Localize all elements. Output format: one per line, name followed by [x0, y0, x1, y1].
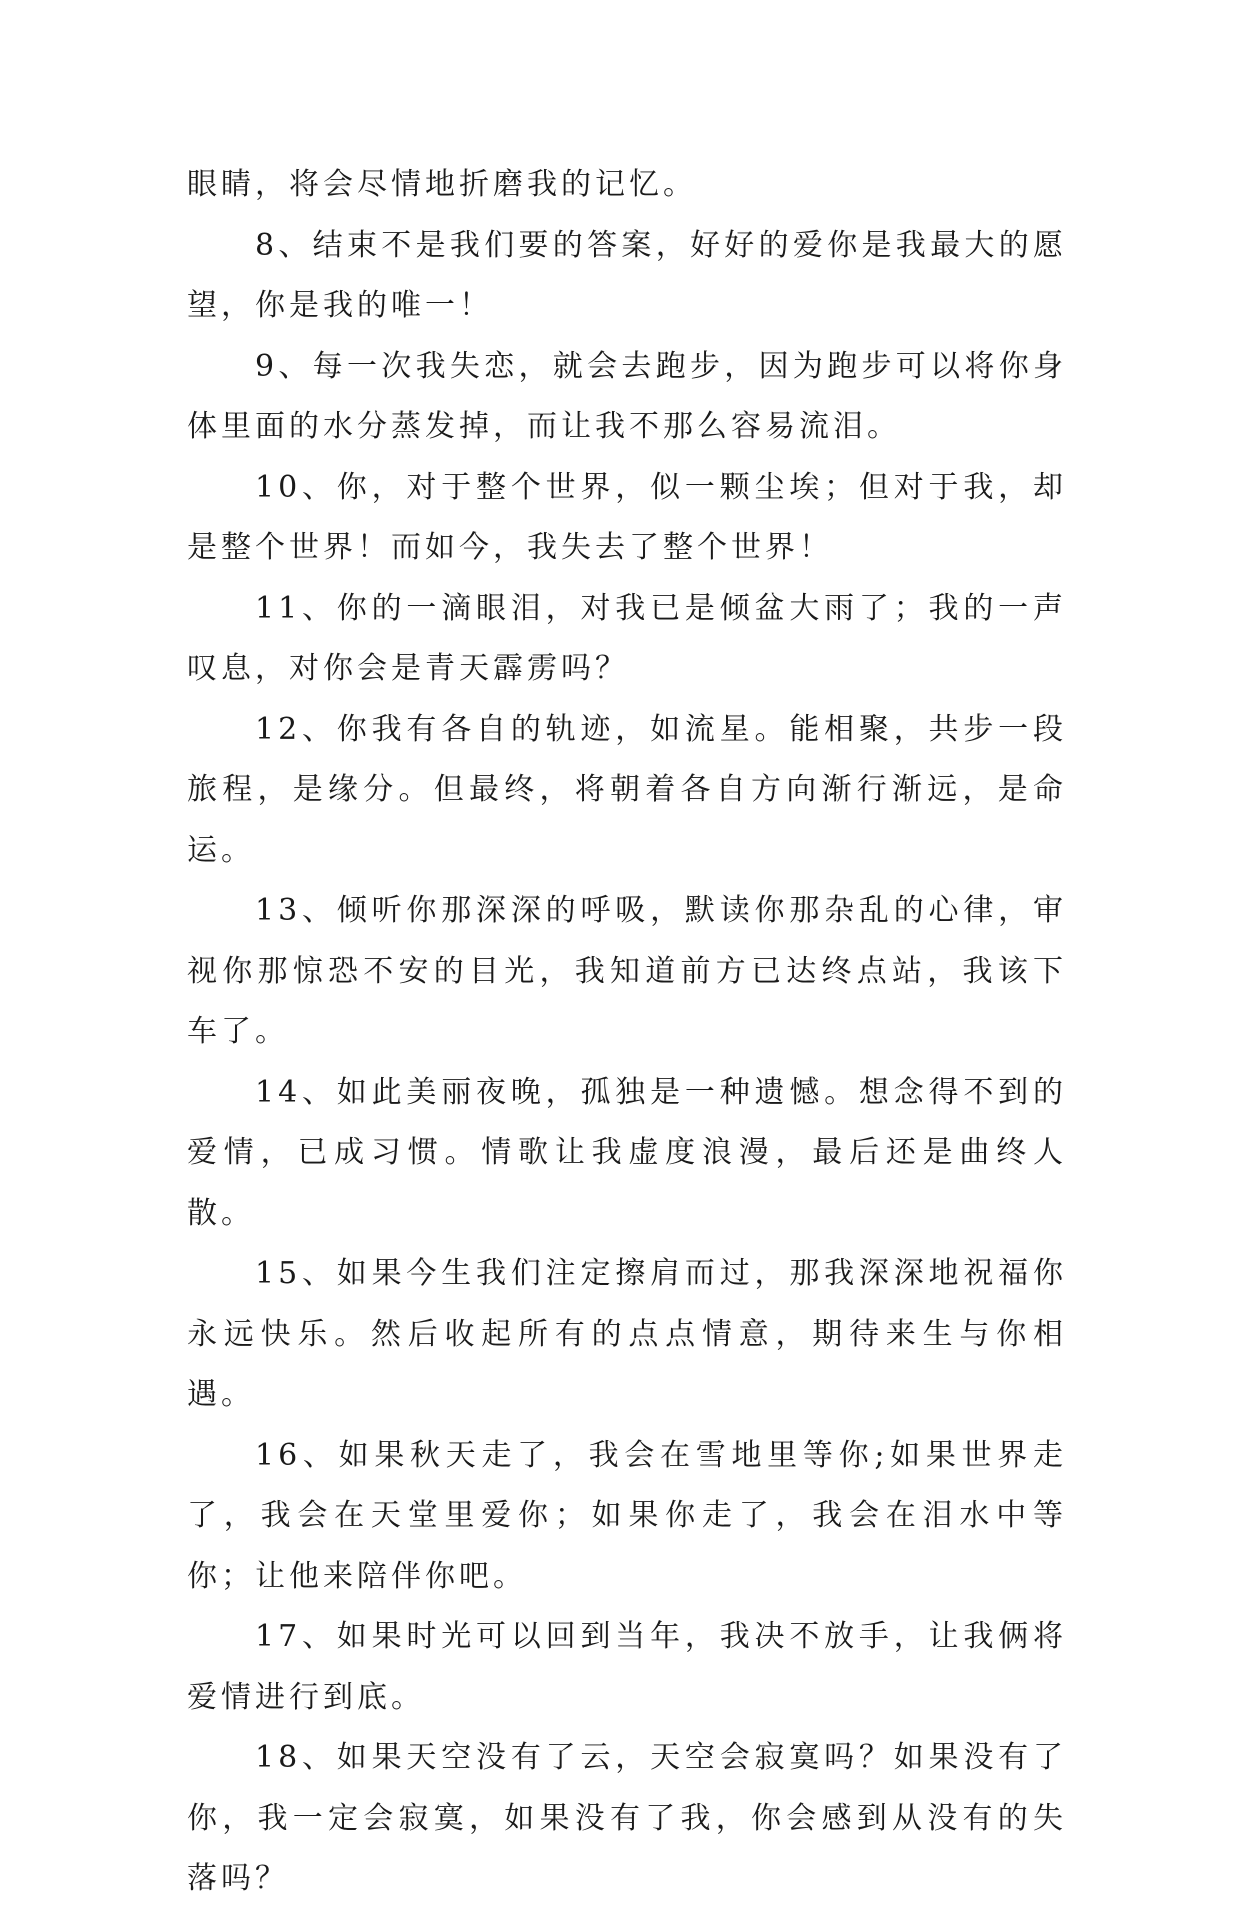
paragraph-item-14: 14、如此美丽夜晚，孤独是一种遗憾。想念得不到的爱情，已成习惯。情歌让我虚度浪漫，最后还是曲终人散。 — [187, 1074, 1067, 1231]
paragraph-item-16: 16、如果秋天走了，我会在雪地里等你;如果世界走了，我会在天堂里爱你；如果你走了，我会在泪水中等你；让他来陪伴你吧。 — [187, 1437, 1067, 1594]
document-body — [187, 155, 1067, 1910]
paragraph-item-8: 8、结束不是我们要的答案，好好的爱你是我最大的愿望，你是我的唯一！ — [187, 227, 1067, 323]
paragraph-item-15: 15、如果今生我们注定擦肩而过，那我深深地祝福你永远快乐。然后收起所有的点点情意，期待来生与你相遇。 — [187, 1256, 1067, 1412]
paragraph-item-17: 17、如果时光可以回到当年，我决不放手，让我俩将爱情进行到底。 — [187, 1619, 1067, 1715]
paragraph-item-9: 9、每一次我失恋，就会去跑步，因为跑步可以将你身体里面的水分蒸发掉，而让我不那么容易流泪。 — [187, 348, 1067, 444]
paragraph-item-11: 11、你的一滴眼泪，对我已是倾盆大雨了；我的一声叹息，对你会是青天霹雳吗？ — [187, 590, 1067, 686]
paragraph-item-10: 10、你，对于整个世界，似一颗尘埃；但对于我，却是整个世界！而如今，我失去了整个世界！ — [187, 469, 1067, 565]
paragraph-item-18: 18、如果天空没有了云，天空会寂寞吗？如果没有了你，我一定会寂寞，如果没有了我，你会感到从没有的失落吗？ — [187, 1740, 1067, 1896]
paragraph-item-12: 12、你我有各自的轨迹，如流星。能相聚，共步一段旅程，是缘分。但最终，将朝着各自方向渐行渐远，是命运。 — [187, 711, 1067, 868]
paragraph-item-13: 13、倾听你那深深的呼吸，默读你那杂乱的心律，审视你那惊恐不安的目光，我知道前方已达终点站，我该下车了。 — [187, 893, 1067, 1049]
paragraph-continuation: 眼睛，将会尽情地折磨我的记忆。 — [187, 167, 697, 202]
